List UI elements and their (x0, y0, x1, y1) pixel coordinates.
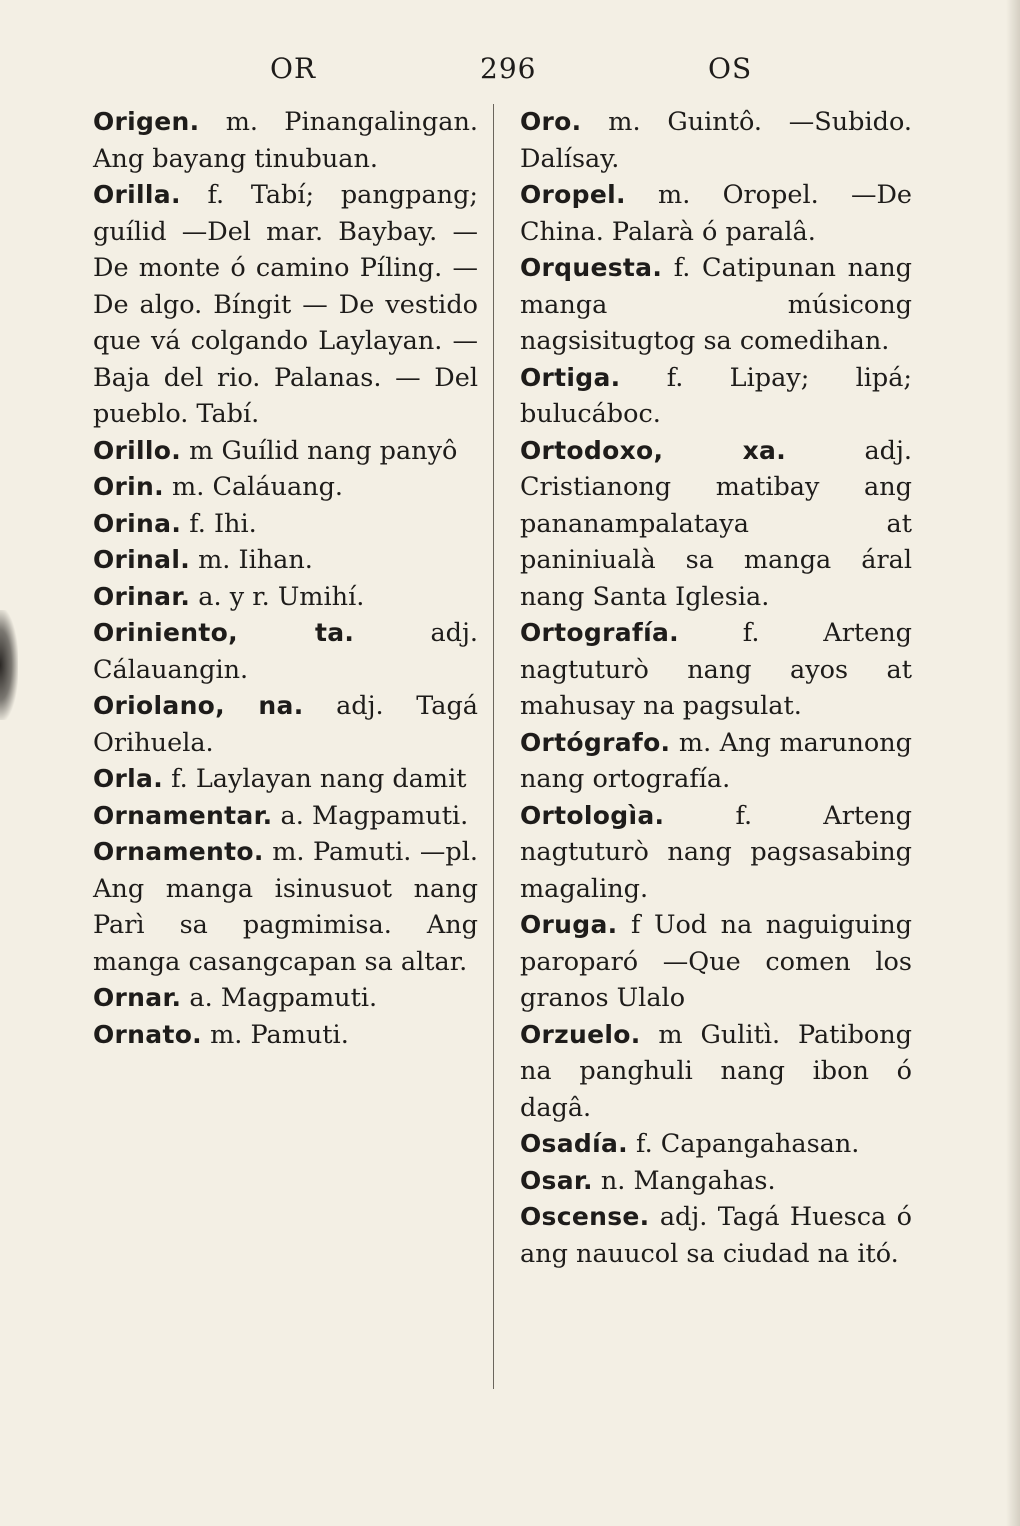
entry-definition: m. Ang marunong nang ortografía. (520, 727, 912, 794)
entry-definition: f. Laylayan nang damit (163, 764, 467, 794)
entry-definition: m Gulitì. Patibong na panghuli nang ibon ó dagâ. (520, 1019, 912, 1123)
entry-definition: adj. Tagá Huesca ó ang nauucol sa ciudad na itó. (520, 1202, 912, 1269)
entry-definition: adj. Cálauangin. (93, 618, 478, 685)
dictionary-entry (93, 761, 478, 798)
dictionary-entry (93, 579, 478, 616)
entry-headword: Orilla. (93, 180, 181, 209)
dictionary-entry (520, 1199, 912, 1272)
dictionary-entry (93, 1017, 478, 1054)
entry-definition: a. Magpamuti. (272, 800, 469, 831)
page-edge-shadow (0, 610, 18, 720)
dictionary-entry (520, 1163, 912, 1200)
header-right-guideword: OS (708, 52, 753, 85)
dictionary-entry (520, 104, 912, 177)
entry-headword: Orzuelo. (520, 1019, 641, 1049)
page-gutter-shadow (1006, 0, 1020, 1526)
entry-definition: a. Magpamuti. (181, 983, 378, 1013)
entry-definition: m. Iihan. (190, 545, 313, 575)
entry-definition: f. Catipunan nang manga músicong nagsisitugtog sa comedihan. (520, 253, 912, 356)
entry-headword: Ortógrafo. (520, 727, 671, 757)
entry-definition: m. Pamuti. (201, 1019, 349, 1050)
dictionary-entry (93, 798, 478, 835)
entry-definition: m Guílid nang panyô (181, 435, 458, 466)
dictionary-entry (93, 506, 478, 543)
entry-definition: f. Capangahasan. (627, 1129, 860, 1159)
entry-headword: Osadía. (520, 1129, 628, 1158)
right-column (520, 104, 912, 1272)
header-left-guideword: OR (270, 52, 317, 85)
entry-headword: Ortografía. (520, 618, 679, 647)
entry-headword: Ornar. (93, 983, 182, 1012)
page-number: 296 (480, 52, 537, 85)
entry-headword: Ortiga. (520, 362, 621, 392)
entry-definition: adj. Tagá Orihuela. (93, 691, 478, 758)
entry-definition: m. Pamuti. —pl. Ang manga isinusuot nang Parì sa pagmimisa. Ang manga casangcapan sa altar. (93, 837, 478, 977)
dictionary-entry (93, 834, 478, 980)
entry-headword: Orinal. (93, 545, 190, 574)
entry-definition: m. Caláuang. (163, 472, 344, 502)
entry-headword: Oro. (520, 107, 582, 136)
entry-headword: Ortologìa. (520, 800, 665, 830)
entry-headword: Oruga. (520, 910, 618, 939)
entry-headword: Oscense. (520, 1202, 650, 1231)
entry-definition: f. Tabí; pangpang; guílid —Del mar. Baybay. — De monte ó camino Píling. — De algo. Bíngit — De vestido que vá colgando Laylayan. — Baja del rio. Palanas. — Del pueblo. Tabí. (93, 180, 478, 429)
dictionary-entry (93, 433, 478, 470)
entry-headword: Ornamento. (93, 837, 264, 866)
dictionary-entry (93, 688, 478, 761)
entry-definition: f. Arteng nagtuturò nang pagsasabing magaling. (520, 800, 912, 904)
entry-headword: Orina. (93, 508, 182, 538)
column-divider (493, 104, 494, 1389)
entry-definition: n. Mangahas. (592, 1165, 776, 1196)
dictionary-entry (520, 177, 912, 250)
entry-definition: m. Pinangalingan. Ang bayang tinubuan. (93, 107, 478, 174)
dictionary-entry (520, 433, 912, 616)
dictionary-entry (520, 1017, 912, 1127)
entry-headword: Ornamentar. (93, 800, 273, 830)
entry-definition: f. Arteng nagtuturò nang ayos at mahusay na pagsulat. (520, 618, 912, 721)
entry-definition: m. Oropel. —De China. Palarà ó paralâ. (520, 180, 912, 247)
dictionary-entry (520, 907, 912, 1017)
entry-headword: Osar. (520, 1165, 593, 1195)
entry-headword: Oropel. (520, 180, 626, 209)
dictionary-entry (93, 980, 478, 1017)
dictionary-entry (520, 615, 912, 725)
entry-headword: Orin. (93, 472, 164, 501)
entry-definition: m. Guintô. —Subido. Dalísay. (520, 107, 912, 174)
dictionary-entry (93, 469, 478, 506)
entry-headword: Orinar. (93, 581, 191, 611)
entry-headword: Oriolano, na. (93, 691, 304, 720)
entry-headword: Oriniento, ta. (93, 618, 355, 647)
dictionary-entry (520, 798, 912, 908)
running-header (0, 52, 1020, 96)
dictionary-entry (520, 725, 912, 798)
dictionary-entry (93, 177, 478, 433)
entry-definition: a. y r. Umihí. (190, 581, 365, 612)
dictionary-entry (520, 1126, 912, 1163)
entry-headword: Ortodoxo, xa. (520, 435, 787, 465)
entry-definition: adj. Cristianong matibay ang pananampalataya at paniniualà sa manga áral nang Santa Iglesia. (520, 435, 912, 612)
entry-headword: Orquesta. (520, 253, 663, 282)
left-column (93, 104, 478, 1053)
entry-headword: Orla. (93, 764, 164, 793)
entry-definition: f Uod na naguiguing paroparó —Que comen los granos Ulalo (520, 910, 912, 1013)
dictionary-entry (93, 542, 478, 579)
dictionary-entry (93, 104, 478, 177)
entry-headword: Ornato. (93, 1019, 202, 1049)
dictionary-entry (520, 360, 912, 433)
dictionary-entry (93, 615, 478, 688)
dictionary-entry (520, 250, 912, 360)
entry-definition: f. Lipay; lipá; bulucáboc. (520, 362, 912, 429)
entry-headword: Orillo. (93, 435, 182, 465)
entry-headword: Origen. (93, 107, 200, 136)
entry-definition: f. Ihi. (181, 508, 257, 539)
